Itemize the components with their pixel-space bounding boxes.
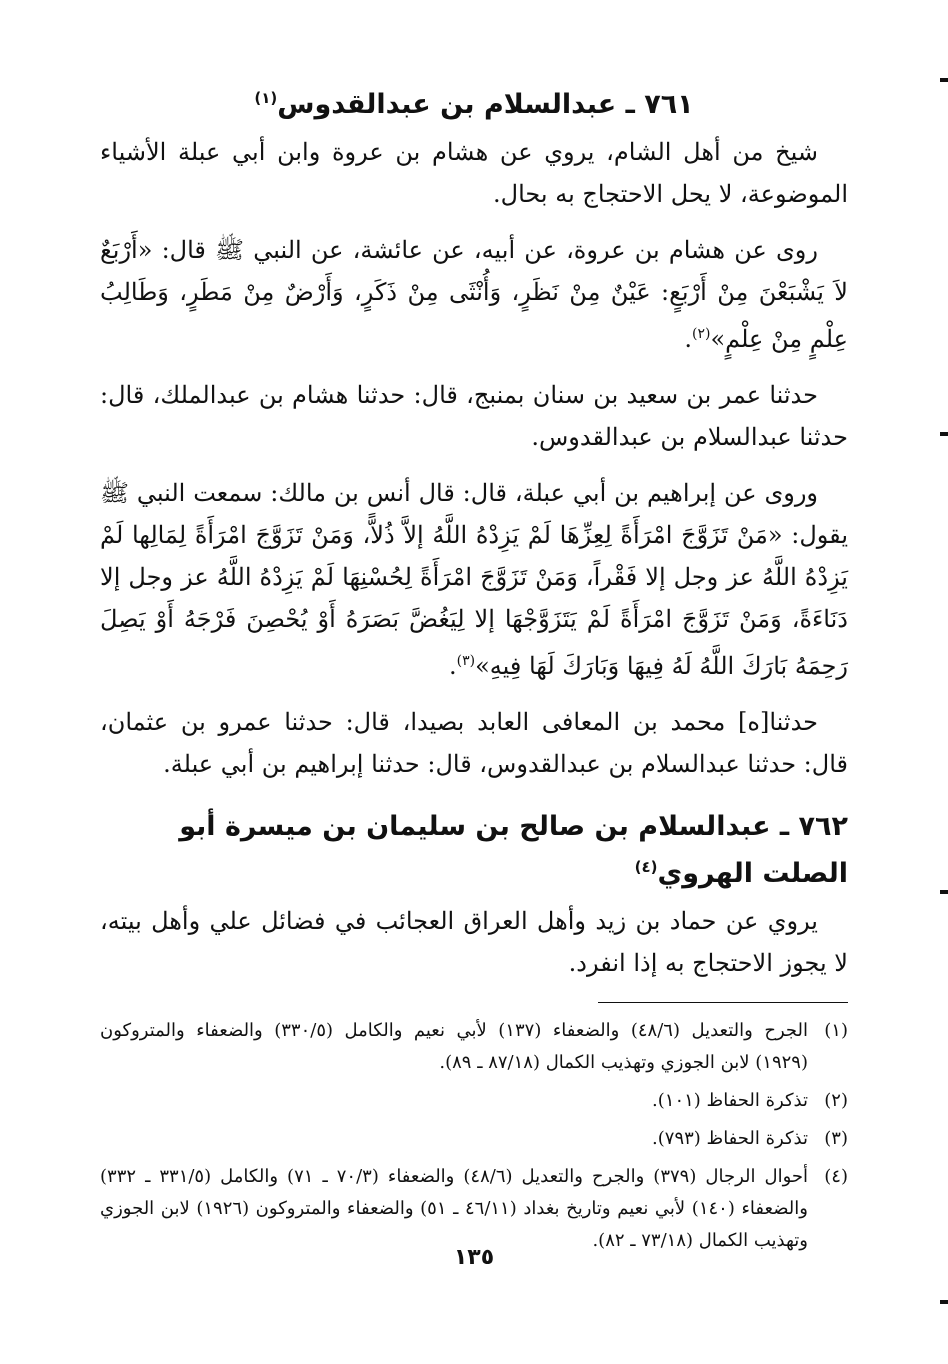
- footnote-item: [100, 1161, 848, 1257]
- footnote-item: [100, 1015, 848, 1079]
- book-page: [100, 70, 848, 1263]
- period: .: [448, 652, 457, 680]
- paragraph-text: يروي عن حماد بن زيد وأهل العراق العجائب في فضائل علي وأهل بيته، لا يجوز الاحتجاج به إذا انفرد.: [100, 907, 848, 977]
- footnote-text: تذكرة الحفاظ (٧٩٣).: [652, 1128, 808, 1149]
- footnote-number: (٣): [824, 1128, 848, 1149]
- footnotes-list: [100, 1015, 848, 1257]
- entry-762-footnote-ref: (٤): [634, 858, 658, 876]
- footnote-divider: [598, 1002, 848, 1003]
- footnote-number: (٤): [824, 1166, 848, 1187]
- entry-761-paragraph-3: [100, 374, 848, 458]
- scan-edge-mark: [940, 432, 948, 436]
- entry-761-paragraph-5: [100, 701, 848, 785]
- scan-edge-mark: [940, 78, 948, 82]
- entry-761-paragraph-4: [100, 472, 848, 687]
- page-number: ١٣٥: [453, 1245, 495, 1270]
- paragraph-text: وروى عن إبراهيم بن أبي عبلة، قال: قال أنس بن مالك: سمعت النبي ﷺ يقول: «مَنْ تَزَوَّجَ امْرَأَةً لِعِزِّهَا لَمْ يَزِدْهُ اللَّهُ إلاَّ ذُلاًّ، وَمَنْ تَزَوَّجَ امْرَأَةً لِمَالِها لَمْ يَزِدْهُ اللَّهُ عز وجل إلا فَقْراً، وَمَنْ تَزَوَّجَ امْرَأَةً لِحُسْنِهَا لَمْ يَزِدْهُ اللَّهُ عز وجل إلا دَنَاءَةً، وَمَنْ تَزَوَّجَ امْرَأَةً لَمْ يَتَزَوَّجْهَا إلا لِيَغُضَّ بَصَرَهُ أَوْ يُحْصِنَ فَرْجَهُ أَوْ يَصِلَ رَحِمَهُ بَارَكَ اللَّهُ لَهُ فِيهَا وَبَارَكَ لَهَا فِيهِ»: [100, 479, 849, 680]
- entry-761-footnote-ref: (١): [254, 89, 278, 107]
- entry-762-paragraph-1: [100, 900, 848, 984]
- footnote-ref-2: (٢): [691, 326, 711, 342]
- paragraph-text: حدثنا[ه] محمد بن المعافى العابد بصيدا، قال: حدثنا عمرو بن عثمان، قال: حدثنا عبدالسلام بن عبدالقدوس، قال: حدثنا إبراهيم بن أبي عبلة.: [100, 708, 848, 778]
- entry-762-title: ٧٦٢ ـ عبدالسلام بن صالح بن سليمان بن ميسرة أبو الصلت الهروي: [179, 811, 848, 889]
- entry-761-paragraph-2: [100, 229, 848, 360]
- entry-761-title: ٧٦١ ـ عبدالسلام بن عبدالقدوس: [277, 89, 694, 120]
- period: .: [684, 325, 692, 353]
- entry-761-paragraph-1: [100, 131, 848, 215]
- footnote-text: أحوال الرجال (٣٧٩) والجرح والتعديل (٤٨/٦) والضعفاء (٧٠/٣ ـ ٧١) والكامل (٣٣١/٥ ـ ٣٣٢) والضعفاء (١٤٠) لأبي نعيم وتاريخ بغداد (٤٦/١١ ـ ٥١) والضعفاء والمتروكون (١٩٢٦) لابن الجوزي وتهذيب الكمال (٧٣/١٨ ـ ٨٢).: [100, 1166, 809, 1251]
- paragraph-text: شيخ من أهل الشام، يروي عن هشام بن عروة وابن أبي عبلة الأشياء الموضوعة، لا يحل الاحتجاج به بحال.: [100, 138, 848, 208]
- footnote-number: (١): [824, 1020, 848, 1041]
- footnote-number: (٢): [824, 1090, 848, 1111]
- footnote-text: تذكرة الحفاظ (١٠١).: [652, 1090, 808, 1111]
- footnote-item: [100, 1085, 848, 1117]
- entry-761-heading: [100, 78, 848, 125]
- paragraph-text: حدثنا عمر بن سعيد بن سنان بمنبج، قال: حدثنا هشام بن عبدالملك، قال: حدثنا عبدالسلام بن عبدالقدوس.: [100, 381, 848, 451]
- footnote-item: [100, 1123, 848, 1155]
- scan-edge-mark: [940, 890, 948, 894]
- entry-762-heading: [100, 807, 848, 894]
- footnote-ref-3: (٣): [456, 653, 476, 669]
- footnote-text: الجرح والتعديل (٤٨/٦) والضعفاء (١٣٧) لأبي نعيم والكامل (٣٣٠/٥) والضعفاء والمتروكون (١٩٢٩) لابن الجوزي وتهذيب الكمال (٨٧/١٨ ـ ٨٩).: [100, 1020, 808, 1073]
- scan-edge-mark: [940, 1300, 948, 1304]
- paragraph-text: روى عن هشام بن عروة، عن أبيه، عن عائشة، عن النبي ﷺ قال: «أَرْبَعٌ لاَ يَشْبَعْنَ مِنْ أَرْبَعٍ: عَيْنٌ مِنْ نَظَرٍ، وَأُنْثَى مِنْ ذَكَرٍ، وَأَرْضٌ مِنْ مَطَرٍ، وَطَالِبُ عِلْمٍ مِنْ عِلْمٍ»: [100, 236, 848, 353]
